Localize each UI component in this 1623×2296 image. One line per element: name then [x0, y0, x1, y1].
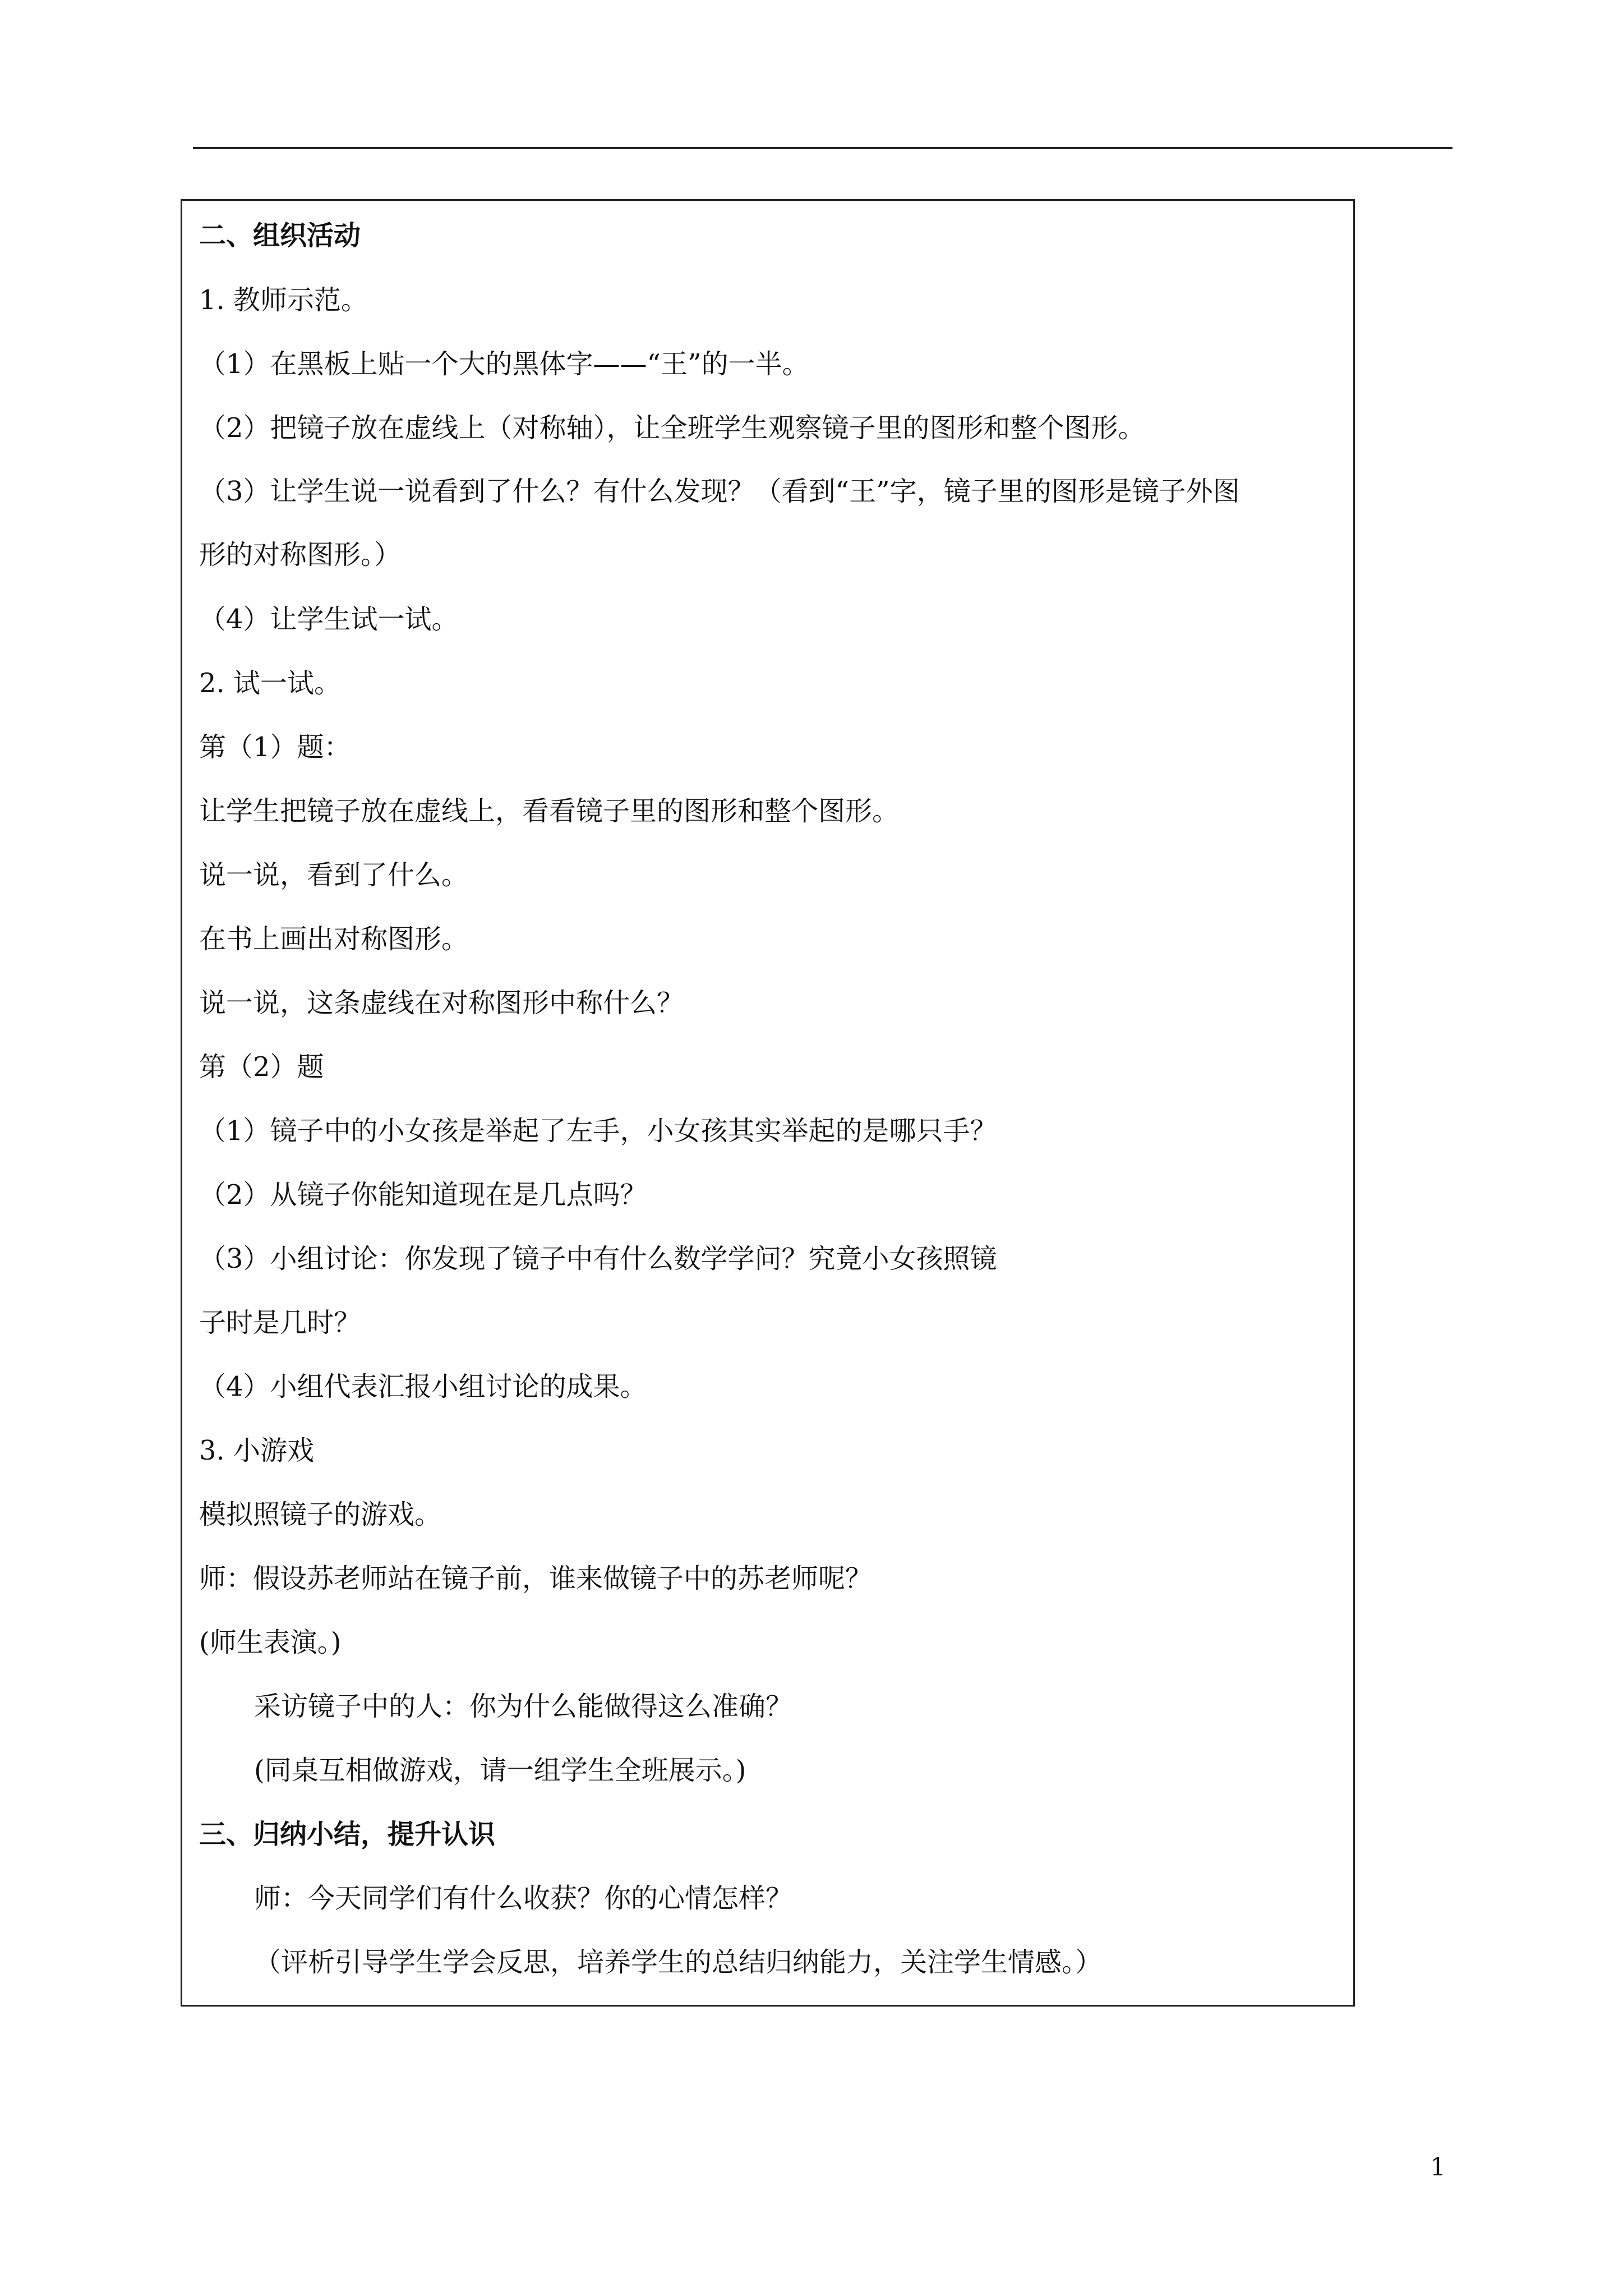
- text-line: 第（1）题：: [199, 731, 351, 763]
- text-line: （4）小组代表汇报小组讨论的成果。: [199, 1371, 647, 1402]
- text-line: 子时是几时？: [199, 1307, 361, 1338]
- text-line: 师：假设苏老师站在镜子前，谁来做镜子中的苏老师呢？: [199, 1563, 873, 1594]
- text-line: 让学生把镜子放在虚线上，看看镜子里的图形和整个图形。: [199, 795, 900, 827]
- text-line: (师生表演。): [199, 1627, 342, 1658]
- text-line: 模拟照镜子的游戏。: [199, 1499, 442, 1530]
- header-rule: [193, 147, 1453, 149]
- text-line: 采访镜子中的人：你为什么能做得这么准确？: [254, 1691, 793, 1722]
- text-line: （评析引导学生学会反思，培养学生的总结归纳能力，关注学生情感。）: [254, 1947, 1103, 1978]
- item-mini-game: 3. 小游戏: [199, 1435, 315, 1466]
- text-line: 说一说，看到了什么。: [199, 859, 469, 891]
- text-line: （2）从镜子你能知道现在是几点吗？: [199, 1179, 647, 1211]
- item-try-it: 2. 试一试。: [199, 668, 342, 699]
- section-heading-summary: 三、归纳小结，提升认识: [199, 1819, 496, 1850]
- text-line: （1）在黑板上贴一个大的黑体字——“王”的一半。: [199, 348, 809, 380]
- text-line: （1）镜子中的小女孩是举起了左手，小女孩其实举起的是哪只手？: [199, 1115, 997, 1147]
- text-line: 在书上画出对称图形。: [199, 923, 469, 955]
- text-line: 第（2）题: [199, 1051, 324, 1083]
- text-line: (同桌互相做游戏，请一组学生全班展示。): [254, 1755, 746, 1786]
- text-line: （3）让学生说一说看到了什么？有什么发现？（看到“王”字，镜子里的图形是镜子外图: [199, 476, 1240, 507]
- text-line: 说一说，这条虚线在对称图形中称什么？: [199, 987, 684, 1019]
- lesson-content-box: [181, 199, 1355, 2007]
- item-teacher-demo: 1. 教师示范。: [199, 284, 368, 316]
- text-line: （4）让学生试一试。: [199, 604, 459, 635]
- text-line: 师：今天同学们有什么收获？你的心情怎样？: [254, 1883, 793, 1914]
- text-line: （3）小组讨论：你发现了镜子中有什么数学学问？究竟小女孩照镜: [199, 1243, 997, 1274]
- page-number: 1: [1430, 2153, 1446, 2182]
- section-heading-organize-activities: 二、组织活动: [199, 220, 361, 251]
- text-line: 形的对称图形。）: [199, 539, 402, 570]
- text-line: （2）把镜子放在虚线上（对称轴），让全班学生观察镜子里的图形和整个图形。: [199, 412, 1145, 444]
